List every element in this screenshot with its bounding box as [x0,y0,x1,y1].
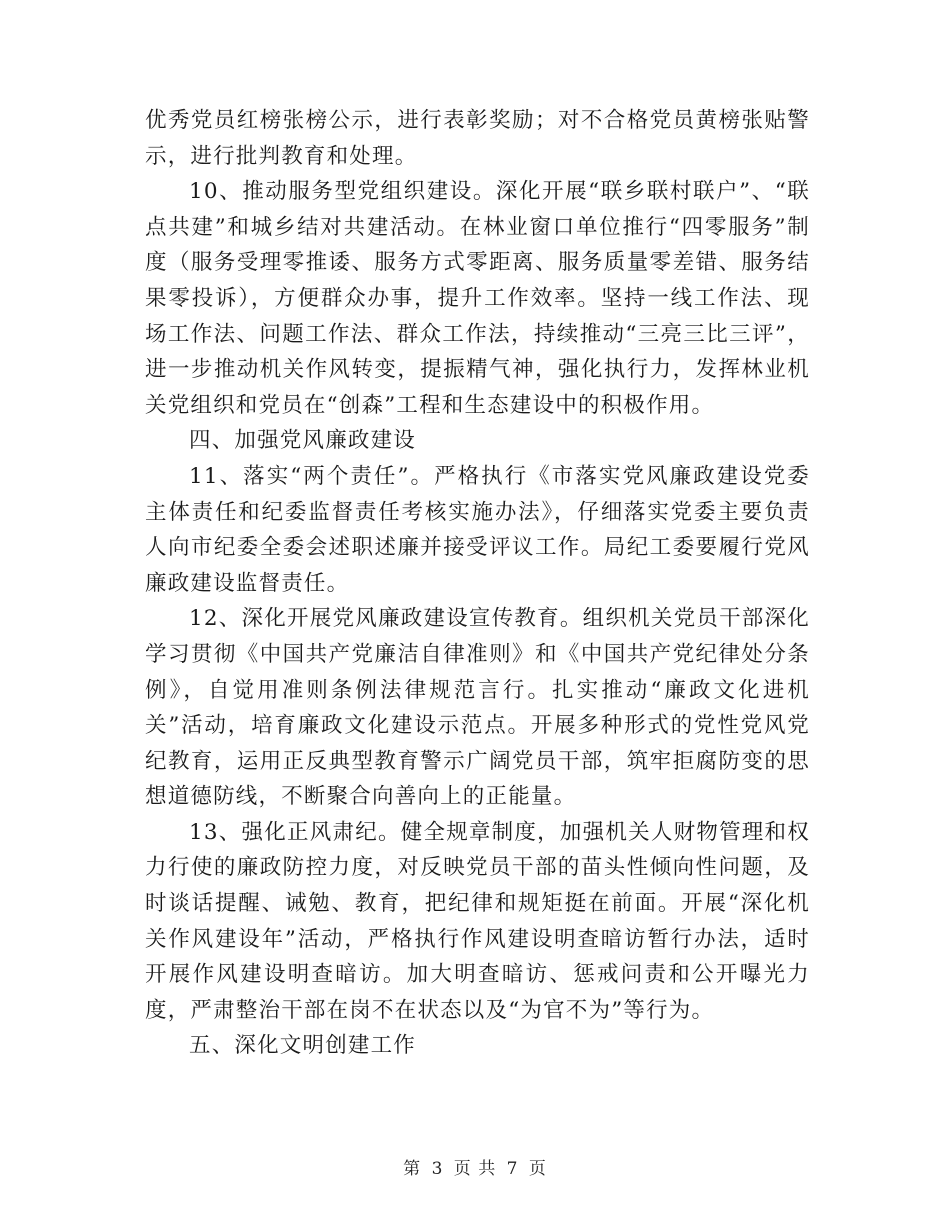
section-heading-5: 五、深化文明创建工作 [189,1033,417,1059]
footer-suffix: 页 [528,1159,547,1179]
paragraph-item-11: 11、落实“两个责任”。严格执行《市落实党风廉政建设党委主体责任和纪委监督责任考核实施办法》，仔细落实党委主要负责人向市纪委全委会述职述廉并接受评议工作。局纪工委要履行党风廉政建设监督责任。 [145,463,810,596]
footer-prefix: 第 [403,1159,422,1179]
paragraph-item-12: 12、深化开展党风廉政建设宣传教育。组织机关党员干部深化学习贯彻《中国共产党廉洁自律准则》和《中国共产党纪律处分条例》，自觉用准则条例法律规范言行。扎实推动“廉政文化进机关”活动，培育廉政文化建设示范点。开展多种形式的党性党风党纪教育，运用正反典型教育警示广阔党员干部，筑牢拒腐防变的思想道德防线，不断聚合向善向上的正能量。 [145,606,810,810]
paragraph-item-13: 13、强化正风肃纪。健全规章制度，加强机关人财物管理和权力行使的廉政防控力度，对反映党员干部的苗头性倾向性问题，及时谈话提醒、诫勉、教育，把纪律和规矩挺在前面。开展“深化机关作风建设年”活动，严格执行作风建设明查暗访暂行办法，适时开展作风建设明查暗访。加大明查暗访、惩戒问责和公开曝光力度，严肃整治干部在岗不在状态以及“为官不为”等行为。 [145,819,810,1023]
current-page-number: 3 [431,1159,444,1179]
paragraph-continuation: 优秀党员红榜张榜公示，进行表彰奖励；对不合格党员黄榜张贴警示，进行批判教育和处理。 [145,108,810,169]
paragraph-item-10: 10、推动服务型党组织建设。深化开展“联乡联村联户”、“联点共建”和城乡结对共建活动。在林业窗口单位推行“四零服务”制度（服务受理零推诿、服务方式零距离、服务质量零差错、服务结果零投诉），方便群众办事，提升工作效率。坚持一线工作法、现场工作法、问题工作法、群众工作法，持续推动“三亮三比三评”，进一步推动机关作风转变，提振精气神，强化执行力，发挥林业机关党组织和党员在“创森”工程和生态建设中的积极作用。 [145,179,810,418]
section-heading-4: 四、加强党风廉政建设 [189,428,417,454]
total-page-count: 7 [506,1159,519,1179]
document-body [145,103,810,1064]
footer-mid: 页 共 [453,1159,497,1179]
page-footer [0,1154,950,1179]
